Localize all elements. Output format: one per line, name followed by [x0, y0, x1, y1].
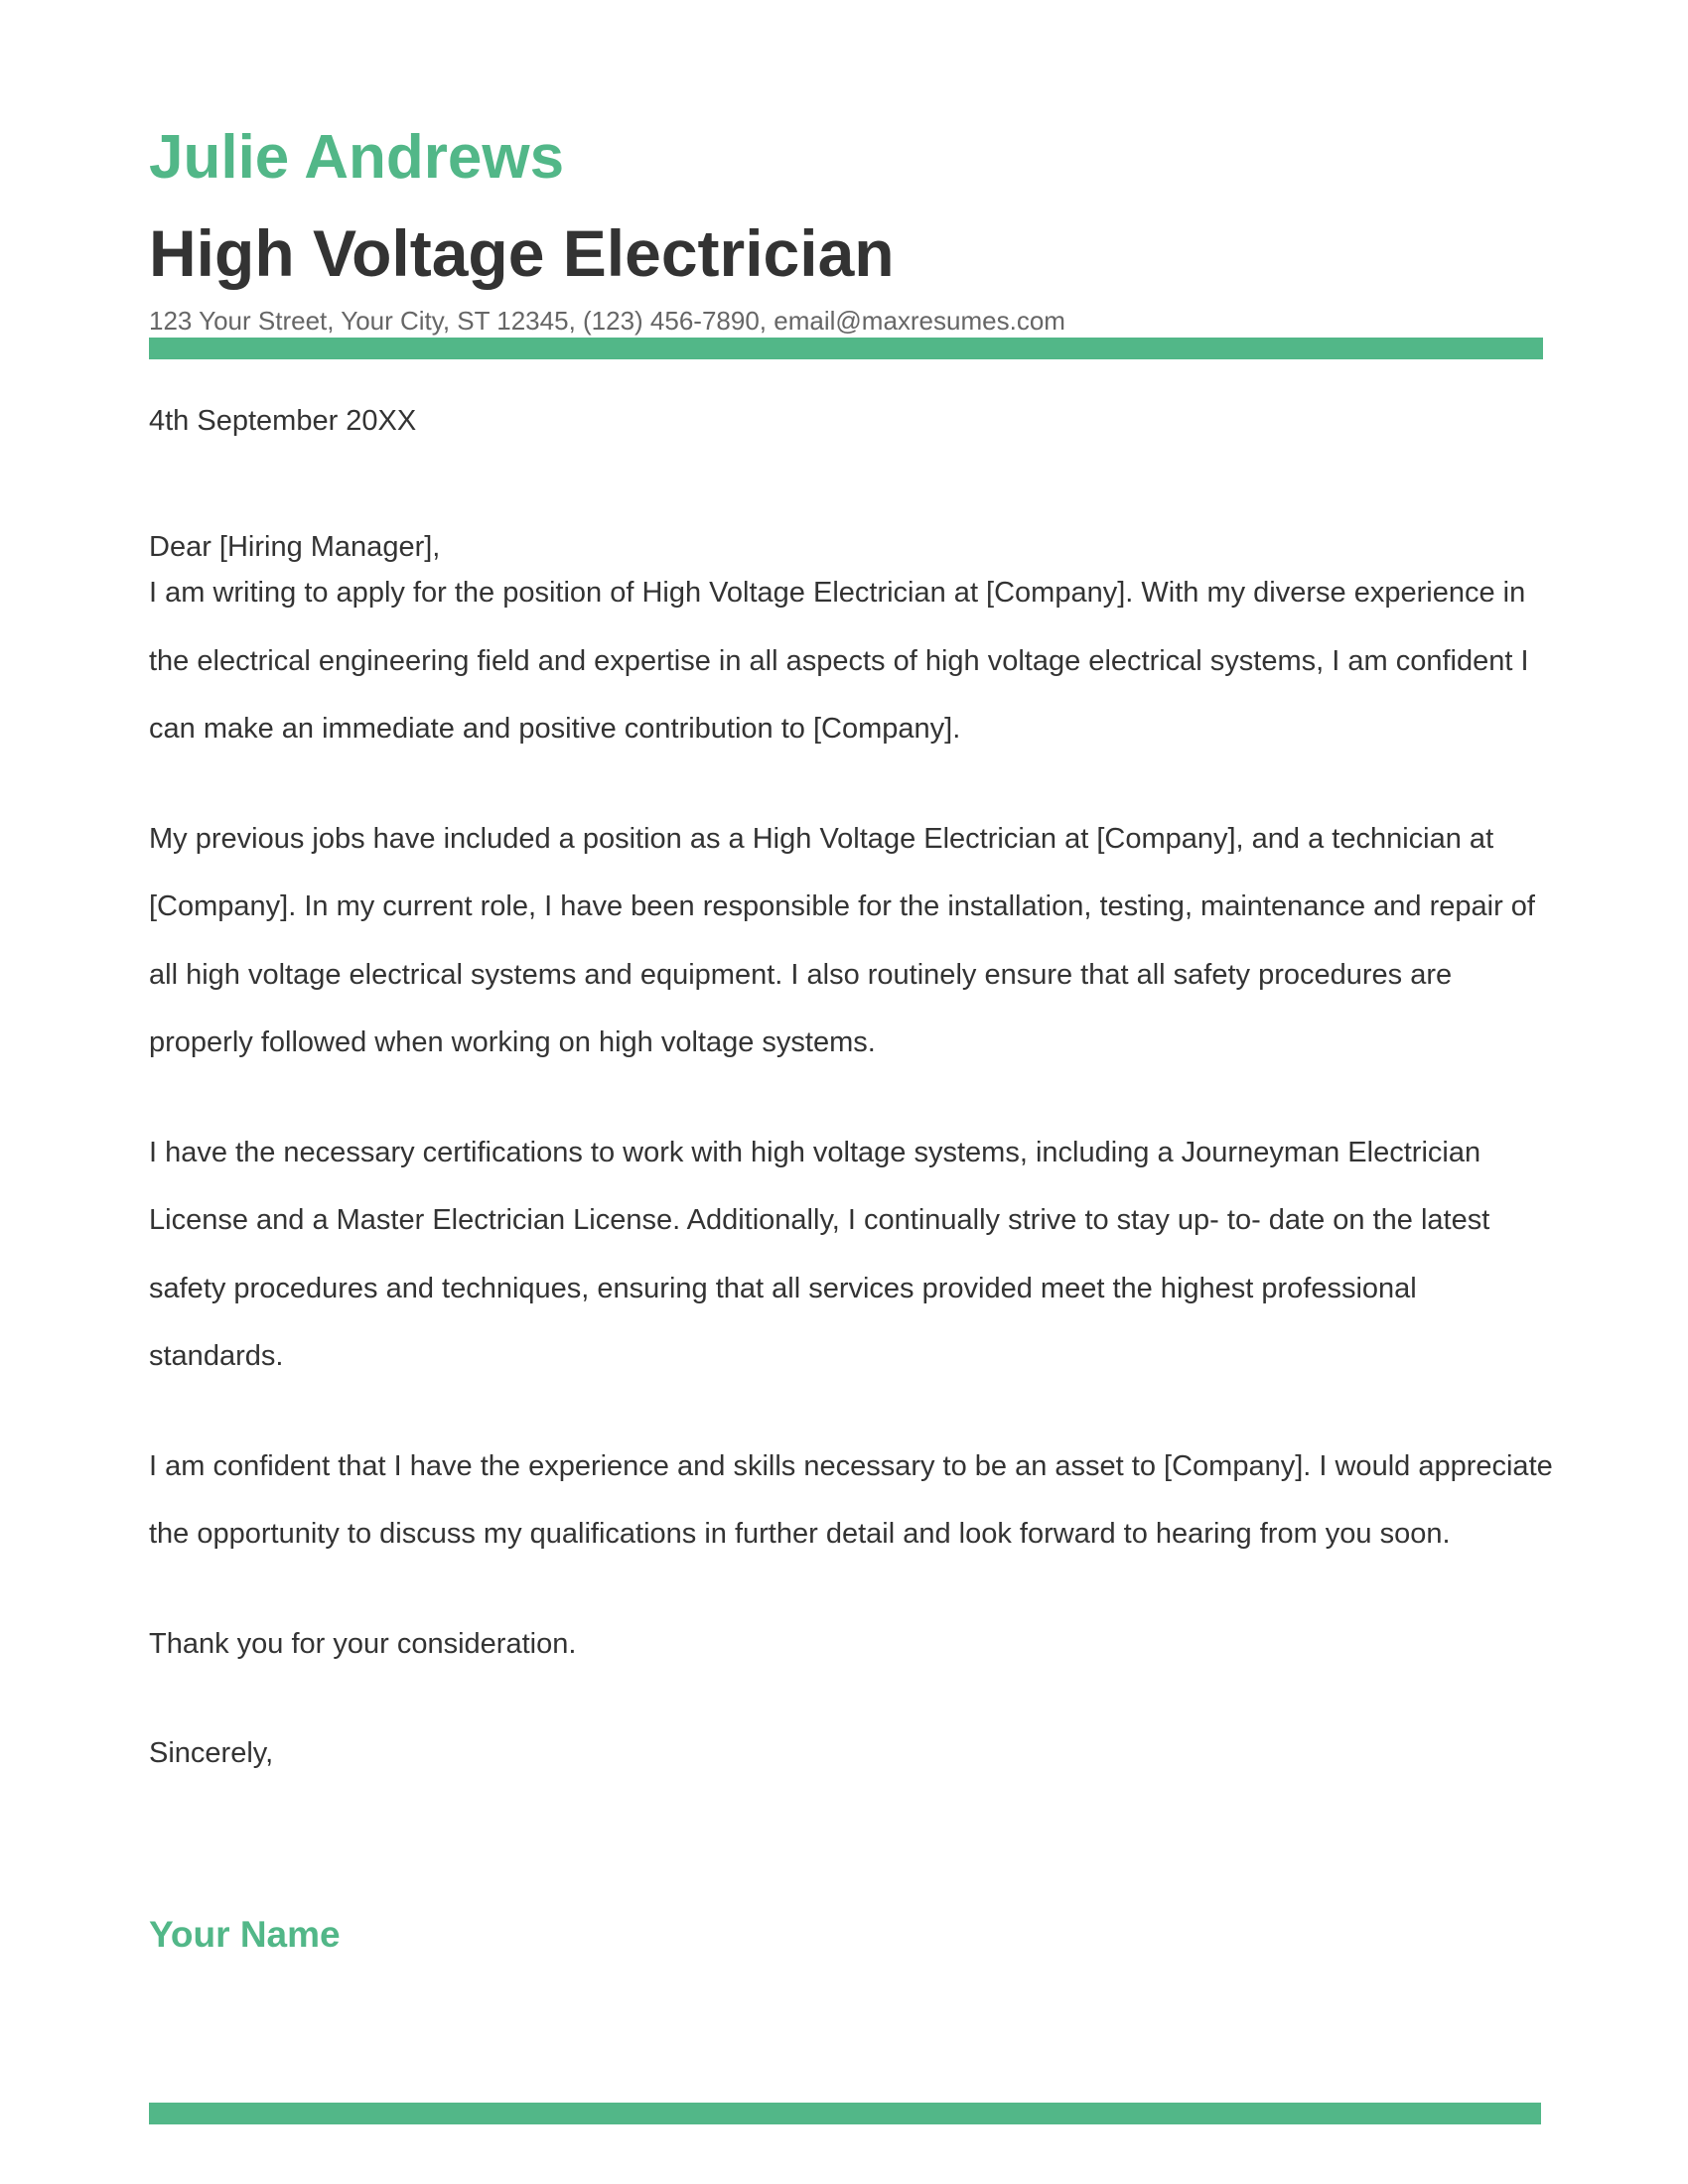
header-divider: [149, 338, 1543, 359]
letter-date: 4th September 20XX: [149, 405, 417, 437]
paragraph-intro: I am writing to apply for the position of High Voltage Electrician at [Company]. With my diverse experience in the electrical engineering field and expertise in all aspects of high voltage electrical systems, I am confident I can make an immediate and positive contribution to [Company].: [149, 577, 1529, 745]
paragraph-certifications: I have the necessary certifications to work with high voltage systems, including a Journeyman Electrician License and a Master Electrician License. Additionally, I continually strive to stay up- to- date on the latest safety procedures and techniques, ensuring that all services provided meet the highest professional standards.: [149, 1136, 1490, 1372]
footer-divider: [149, 2103, 1541, 2124]
contact-info: 123 Your Street, Your City, ST 12345, (123) 456-7890, email@maxresumes.com: [149, 306, 1065, 336]
applicant-name: Julie Andrews: [149, 123, 565, 192]
signature-name: Your Name: [149, 1914, 341, 1955]
job-title: High Voltage Electrician: [149, 216, 895, 290]
paragraph-experience: My previous jobs have included a position as a High Voltage Electrician at [Company], and a technician at [Company]. In my current role, I have been responsible for the installation, testing, maintenance and repair of all high voltage electrical systems and equipment. I also routinely ensure that all safety procedures are properly followed when working on high voltage systems.: [149, 822, 1535, 1058]
paragraph-conclusion: I am confident that I have the experience and skills necessary to be an asset to [Company]. I would appreciate the opportunity to discuss my qualifications in further detail and look forward to hearing from you soon.: [149, 1449, 1553, 1550]
thanks-line: Thank you for your consideration.: [149, 1627, 577, 1660]
salutation: Dear [Hiring Manager],: [149, 531, 441, 563]
closing-line: Sincerely,: [149, 1737, 274, 1769]
letter-body: [149, 524, 1559, 1830]
